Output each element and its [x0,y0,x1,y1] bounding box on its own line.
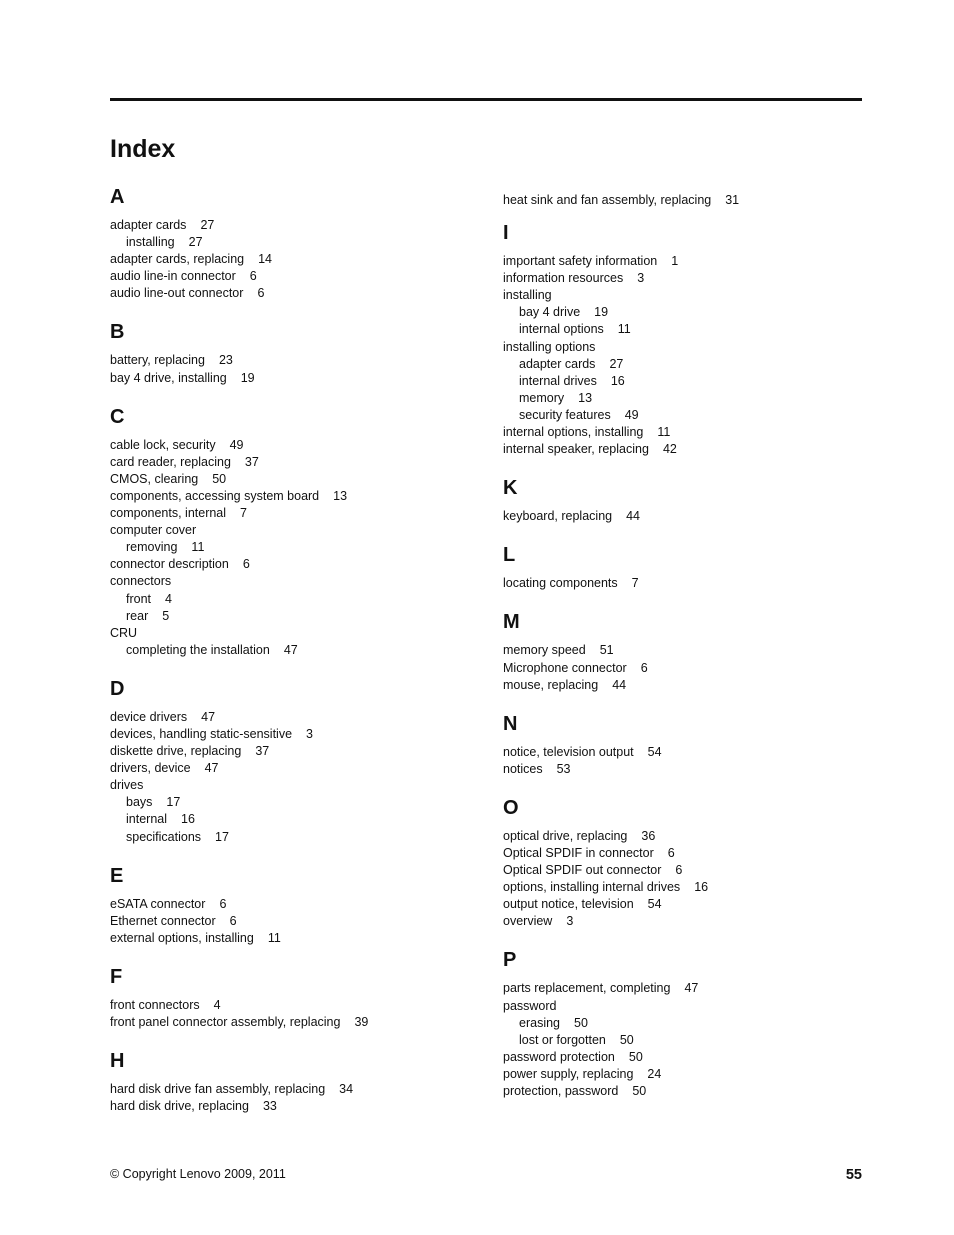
index-entry [110,454,490,471]
entry-term: drives [110,778,144,793]
index-entry [110,709,490,726]
index-subentry [110,794,490,811]
entry-page-ref[interactable]: 27 [200,218,215,232]
index-subentry [110,234,490,251]
index-entry [503,896,863,913]
index-entry [110,352,490,369]
page-title: Index [110,135,176,163]
copyright-notice: © Copyright Lenovo 2009, 2011 [110,1167,286,1181]
entry-page-ref[interactable]: 5 [162,608,170,623]
entry-page-ref[interactable]: 16 [610,373,625,388]
entry-term: Optical SPDIF out connector [503,863,662,878]
entry-page-ref[interactable]: 53 [556,761,571,776]
entry-term: internal drives [519,373,597,388]
index-entry [503,913,863,930]
entry-term: drivers, device [110,761,191,776]
entry-term: Optical SPDIF in connector [503,845,654,860]
entry-term: protection, password [503,1084,619,1098]
index-section-h [110,1049,490,1115]
index-entry [110,997,490,1014]
entry-term: locating components [503,576,618,591]
entry-term: keyboard, replacing [503,509,613,524]
entry-term: devices, handling static-sensitive [110,726,293,741]
entry-page-ref[interactable]: 36 [641,828,656,843]
entry-page-ref[interactable]: 3 [637,271,645,286]
entry-page-ref[interactable]: 47 [283,642,298,657]
index-entry [110,1014,490,1031]
entry-term: battery, replacing [110,353,205,368]
index-entry [110,726,490,743]
index-column-left [110,180,490,1133]
index-entry [503,287,863,304]
index-entry [503,339,863,356]
index-section-l [503,543,863,592]
entry-term: adapter cards [110,218,187,232]
entry-page-ref[interactable]: 54 [647,897,662,912]
entry-term: cable lock, security [110,437,216,452]
entry-page-ref[interactable]: 11 [191,540,205,555]
entry-term: device drivers [110,709,188,724]
index-entry [110,625,490,642]
index-section-f [110,965,490,1031]
entry-page-ref[interactable]: 49 [229,437,244,452]
entry-term: external options, installing [110,930,254,945]
entry-term: installing options [503,339,596,354]
index-entry [110,573,490,590]
entry-term: bays [126,795,153,810]
index-subentry [503,407,863,424]
section-letter: L [503,544,516,567]
index-entry [110,437,490,454]
index-entry [110,1098,490,1115]
section-letter: P [503,949,517,972]
entry-term: Ethernet connector [110,913,216,928]
section-letter: I [503,222,509,245]
entry-term: bay 4 drive, installing [110,370,227,385]
entry-page-ref[interactable]: 24 [647,1066,662,1081]
entry-page-ref[interactable]: 3 [306,726,313,741]
entry-page-ref[interactable]: 50 [632,1084,647,1098]
index-section-c [110,405,490,659]
index-subentry [503,1032,863,1049]
entry-page-ref[interactable]: 54 [647,744,662,759]
entry-page-ref[interactable]: 14 [258,252,273,267]
index-section-b [110,320,490,386]
section-letter: M [503,611,520,634]
entry-term: hard disk drive fan assembly, replacing [110,1082,326,1097]
index-subentry [110,811,490,828]
entry-term: diskette drive, replacing [110,744,242,759]
entry-page-ref[interactable]: 34 [339,1082,354,1097]
entry-term: options, installing internal drives [503,880,681,895]
index-entry [110,285,490,302]
section-letter: K [503,477,518,500]
entry-term: optical drive, replacing [503,828,628,843]
section-letter: B [110,321,125,344]
index-subentry [110,608,490,625]
entry-page-ref[interactable]: 33 [262,1099,277,1114]
entry-term: Microphone connector [503,660,627,675]
entry-page-ref[interactable]: 51 [599,643,614,658]
entry-page-ref[interactable]: 7 [240,506,247,521]
entry-term: mouse, replacing [503,677,599,692]
entry-term: adapter cards [519,356,596,371]
entry-term: hard disk drive, replacing [110,1099,249,1114]
entry-page-ref[interactable]: 49 [624,407,639,422]
entry-page-ref[interactable]: 4 [213,997,221,1012]
entry-page-ref[interactable]: 47 [684,981,699,996]
entry-term: front [126,591,152,606]
index-entry [110,370,490,387]
entry-term: notice, television output [503,744,634,759]
entry-term: important safety information [503,254,658,269]
index-entry [110,930,490,947]
entry-page-ref[interactable]: 44 [626,509,641,524]
section-letter: N [503,712,518,735]
entry-term: overview [503,914,553,929]
entry-term: password protection [503,1049,615,1064]
entry-page-ref[interactable]: 42 [662,442,677,457]
index-subentry [110,829,490,846]
entry-page-ref[interactable]: 23 [218,353,233,368]
index-entry [110,251,490,268]
index-section-o [503,796,863,931]
index-section-d [110,677,490,846]
index-section-i [503,221,863,458]
index-entry [503,575,863,592]
section-letter: F [110,965,123,988]
entry-page-ref[interactable]: 44 [612,677,627,692]
entry-page-ref[interactable]: 13 [333,488,348,503]
index-subentry [503,1015,863,1032]
index-entry [110,743,490,760]
entry-term: lost or forgotten [519,1032,606,1047]
section-letter: D [110,677,125,700]
index-subentry [110,642,490,659]
index-section-e [110,864,490,947]
index-entry [503,441,863,458]
entry-term: installing [503,288,552,303]
entry-page-ref[interactable]: 11 [617,322,631,337]
section-letter: H [110,1050,125,1073]
index-entry [503,980,863,997]
top-rule [110,98,862,101]
entry-page-ref[interactable]: 6 [229,913,237,928]
entry-page-ref[interactable]: 47 [201,709,216,724]
entry-term: components, internal [110,506,227,521]
index-entry [110,896,490,913]
entry-term: internal [126,812,167,827]
entry-page-ref[interactable]: 11 [267,930,281,945]
entry-term: rear [126,608,149,623]
entry-term: internal speaker, replacing [503,442,649,457]
entry-page-ref[interactable]: 6 [640,660,648,675]
section-letter: E [110,864,124,887]
index-section-n [503,712,863,778]
index-entry [110,505,490,522]
entry-page-ref[interactable]: 7 [631,576,639,591]
entry-term: parts replacement, completing [503,981,671,996]
entry-page-ref[interactable]: 6 [242,557,250,572]
entry-term: adapter cards, replacing [110,252,245,267]
index-section-m [503,610,863,693]
entry-term: erasing [519,1015,560,1030]
entry-term: memory [519,390,565,405]
entry-term: audio line-in connector [110,269,236,284]
index-section-p [503,948,863,1100]
index-section-k [503,476,863,525]
entry-page-ref[interactable]: 47 [204,761,219,776]
entry-term: information resources [503,271,624,286]
entry-page-ref[interactable]: 50 [619,1032,634,1047]
index-entry [503,744,863,761]
index-entry [110,488,490,505]
index-entry [503,424,863,441]
index-subentry [110,539,490,556]
index-section-continued [503,192,863,209]
index-entry [503,642,863,659]
index-entry [110,777,490,794]
entry-page-ref[interactable]: 39 [354,1015,369,1029]
entry-term: specifications [126,829,202,844]
entry-page-ref[interactable]: 13 [578,390,593,405]
index-entry [503,761,863,778]
index-subentry [110,591,490,608]
entry-term: power supply, replacing [503,1066,634,1081]
entry-page-ref[interactable]: 4 [165,591,172,606]
entry-page-ref[interactable]: 31 [725,193,740,207]
entry-term: CMOS, clearing [110,471,199,486]
entry-page-ref[interactable]: 17 [166,795,181,810]
entry-page-ref[interactable]: 50 [212,471,227,486]
index-entry [503,1083,863,1100]
entry-term: security features [519,407,611,422]
entry-term: eSATA connector [110,896,206,911]
index-section-a [110,185,490,302]
entry-page-ref[interactable]: 50 [628,1049,643,1064]
index-entry [503,192,863,209]
entry-page-ref[interactable]: 19 [594,305,609,320]
index-entry [503,998,863,1015]
index-subentry [503,304,863,321]
index-entry [503,270,863,287]
entry-term: connectors [110,574,172,589]
entry-term: removing [126,540,178,555]
index-entry [110,268,490,285]
section-letter: O [503,796,519,819]
entry-term: memory speed [503,643,586,658]
entry-term: card reader, replacing [110,454,231,469]
index-entry [503,862,863,879]
index-entry [110,1081,490,1098]
entry-term: front connectors [110,997,200,1012]
entry-page-ref[interactable]: 27 [609,356,624,371]
entry-page-ref[interactable]: 11 [657,425,671,440]
index-entry [110,522,490,539]
entry-page-ref[interactable]: 6 [667,845,675,860]
entry-page-ref[interactable]: 19 [240,370,255,385]
entry-page-ref[interactable]: 37 [244,454,259,469]
entry-term: internal options [519,322,604,337]
entry-term: internal options, installing [503,425,644,440]
entry-term: CRU [110,625,138,640]
page-number: 55 [845,1167,862,1183]
section-letter: A [110,186,125,208]
entry-term: installing [126,235,175,250]
entry-page-ref[interactable]: 6 [675,863,683,878]
entry-term: completing the installation [126,642,270,657]
index-entry [503,1049,863,1066]
index-entry [503,253,863,270]
index-subentry [503,390,863,407]
entry-term: front panel connector assembly, replacing [110,1015,341,1029]
entry-term: password [503,998,557,1013]
index-entry [110,471,490,488]
entry-page-ref[interactable]: 1 [671,254,679,269]
entry-page-ref[interactable]: 50 [574,1015,588,1030]
index-entry [503,828,863,845]
index-subentry [503,373,863,390]
entry-page-ref[interactable]: 27 [188,235,203,250]
entry-page-ref[interactable]: 17 [215,829,229,844]
entry-page-ref[interactable]: 3 [566,914,574,929]
index-entry [503,508,863,525]
index-entry [503,677,863,694]
index-entry [110,217,490,234]
entry-page-ref[interactable]: 16 [694,880,709,895]
entry-term: bay 4 drive [519,305,581,320]
entry-term: heat sink and fan assembly, replacing [503,193,712,207]
entry-page-ref[interactable]: 6 [219,896,227,911]
index-entry [503,660,863,677]
entry-term: computer cover [110,523,197,538]
entry-page-ref[interactable]: 37 [255,744,270,759]
index-entry [503,879,863,896]
section-letter: C [110,405,125,428]
index-column-right [503,192,863,1118]
entry-term: components, accessing system board [110,488,320,503]
index-subentry [503,356,863,373]
entry-term: notices [503,761,543,776]
entry-page-ref[interactable]: 6 [249,269,257,284]
entry-term: audio line-out connector [110,286,244,301]
index-entry [110,760,490,777]
entry-page-ref[interactable]: 16 [181,812,195,827]
entry-term: connector description [110,557,229,572]
index-entry [110,913,490,930]
entry-term: output notice, television [503,897,634,912]
index-entry [503,1066,863,1083]
index-entry [503,845,863,862]
index-entry [110,556,490,573]
entry-page-ref[interactable]: 6 [257,286,265,301]
index-subentry [503,321,863,338]
